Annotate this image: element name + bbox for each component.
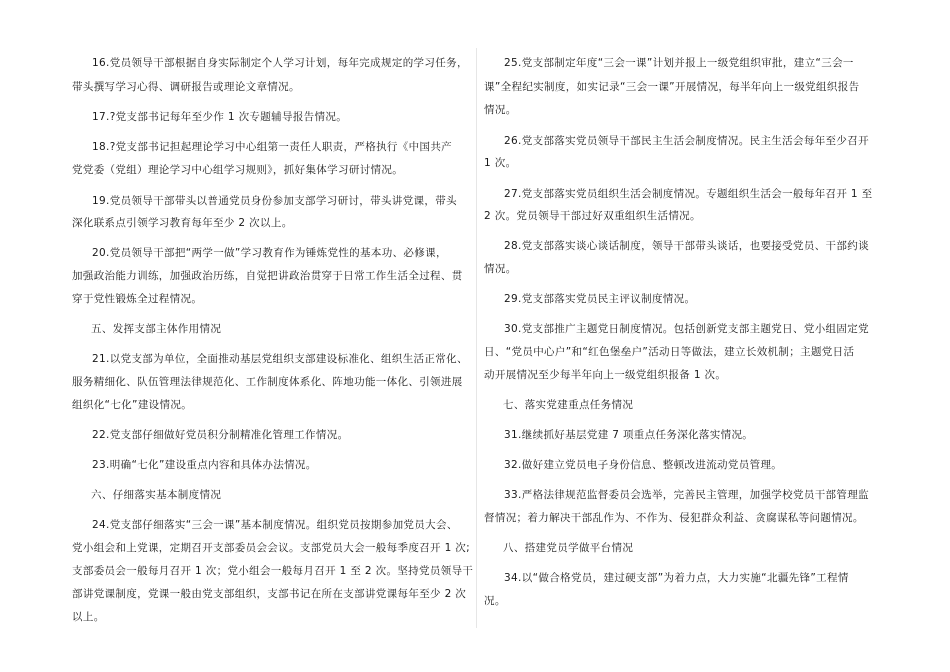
section-heading: 六、仔细落实基本制度情况 bbox=[91, 489, 222, 501]
text-line: 况。 bbox=[484, 595, 506, 607]
text-line: 24.党支部仔细落实“三会一课”基本制度情况。组织党员按期参加党员大会、 bbox=[92, 519, 458, 531]
text-line: 加强政治能力训练，加强政治历练，自觉把讲政治贯穿于日常工作生活全过程、贯 bbox=[72, 270, 463, 282]
text-line: 日、“党员中心户”和“红色堡垒户”活动日等做法，建立长效机制；主题党日活 bbox=[484, 346, 855, 358]
text-line: 25.党支部制定年度“三会一课”计划并报上一级党组织审批，建立“三会一 bbox=[504, 57, 854, 69]
text-line: 以上。 bbox=[72, 611, 105, 623]
text-line: 18.?党支部书记担起理论学习中心组第一责任人职责，严格执行《中国共产 bbox=[92, 141, 453, 153]
column-divider bbox=[476, 48, 477, 628]
text-line: 带头撰写学习心得、调研报告或理论文章情况。 bbox=[72, 81, 300, 93]
text-line: 督情况；着力解决干部乱作为、不作为、侵犯群众利益、贪腐谋私等问题情况。 bbox=[484, 512, 864, 524]
text-line: 深化联系点引领学习教育每年至少 2 次以上。 bbox=[72, 217, 293, 229]
text-line: 17.?党支部书记每年至少作 1 次专题辅导报告情况。 bbox=[92, 111, 348, 123]
text-line: 32.做好建立党员电子身份信息、整顿改进流动党员管理。 bbox=[504, 459, 783, 471]
text-line: 23.明确“七化”建设重点内容和具体办法情况。 bbox=[92, 459, 317, 471]
text-line: 19.党员领导干部带头以普通党员身份参加支部学习研讨，带头讲党课，带头 bbox=[92, 195, 457, 207]
text-line: 课”全程纪实制度，如实记录“三会一课”开展情况，每半年向上一级党组织报告 bbox=[484, 81, 860, 93]
section-heading: 七、落实党建重点任务情况 bbox=[503, 399, 634, 411]
text-line: 支部委员会一般每月召开 1 次；党小组会一般每月召开 1 至 2 次。坚持党员领导干 bbox=[72, 565, 474, 577]
section-heading: 八、搭建党员学做平台情况 bbox=[503, 542, 634, 554]
text-line: 26.党支部落实党员领导干部民主生活会制度情况。民主生活会每年至少召开 bbox=[504, 135, 869, 147]
text-line: 27.党支部落实党员组织生活会制度情况。专题组织生活会一般每年召开 1 至 bbox=[504, 188, 873, 200]
text-line: 30.党支部推广主题党日制度情况。包括创新党支部主题党日、党小组固定党 bbox=[504, 323, 869, 335]
text-line: 2 次。党员领导干部过好双重组织生活情况。 bbox=[484, 210, 701, 222]
text-line: 29.党支部落实党员民主评议制度情况。 bbox=[504, 293, 696, 305]
text-line: 部讲党课制度，党课一般由党支部组织，支部书记在所在支部讲党课每年至少 2 次 bbox=[72, 588, 467, 600]
text-line: 22.党支部仔细做好党员积分制精准化管理工作情况。 bbox=[92, 429, 349, 441]
text-line: 情况。 bbox=[484, 104, 517, 116]
text-line: 穿于党性锻炼全过程情况。 bbox=[72, 293, 203, 305]
text-line: 33.严格法律规范监督委员会选举，完善民主管理，加强学校党员干部管理监 bbox=[504, 489, 869, 501]
text-line: 党小组会和上党课，定期召开支部委员会会议。支部党员大会一般每季度召开 1 次; bbox=[72, 542, 471, 554]
text-line: 动开展情况至少每半年向上一级党组织报备 1 次。 bbox=[484, 369, 727, 381]
text-line: 31.继续抓好基层党建 7 项重点任务深化落实情况。 bbox=[504, 429, 754, 441]
text-line: 党党委（党组）理论学习中心组学习规则》，抓好集体学习研讨情况。 bbox=[72, 164, 404, 176]
text-line: 21.以党支部为单位，全面推动基层党组织支部建设标准化、组织生活正常化、 bbox=[92, 353, 468, 365]
text-line: 情况。 bbox=[484, 263, 517, 275]
text-line: 服务精细化、队伍管理法律规范化、工作制度体系化、阵地功能一体化、引领进展 bbox=[72, 376, 463, 388]
text-line: 16.党员领导干部根据自身实际制定个人学习计划，每年完成规定的学习任务， bbox=[92, 57, 468, 69]
text-line: 1 次。 bbox=[484, 157, 517, 169]
text-line: 20.党员领导干部把“两学一做”学习教育作为锤炼党性的基本功、必修课， bbox=[92, 247, 447, 259]
text-line: 28.党支部落实谈心谈话制度，领导干部带头谈话，也要接受党员、干部约谈 bbox=[504, 240, 869, 252]
text-line: 组织化“七化”建设情况。 bbox=[72, 399, 193, 411]
text-line: 34.以“做合格党员，建过硬支部”为着力点，大力实施“北疆先锋”工程情 bbox=[504, 572, 849, 584]
section-heading: 五、发挥支部主体作用情况 bbox=[91, 323, 222, 335]
